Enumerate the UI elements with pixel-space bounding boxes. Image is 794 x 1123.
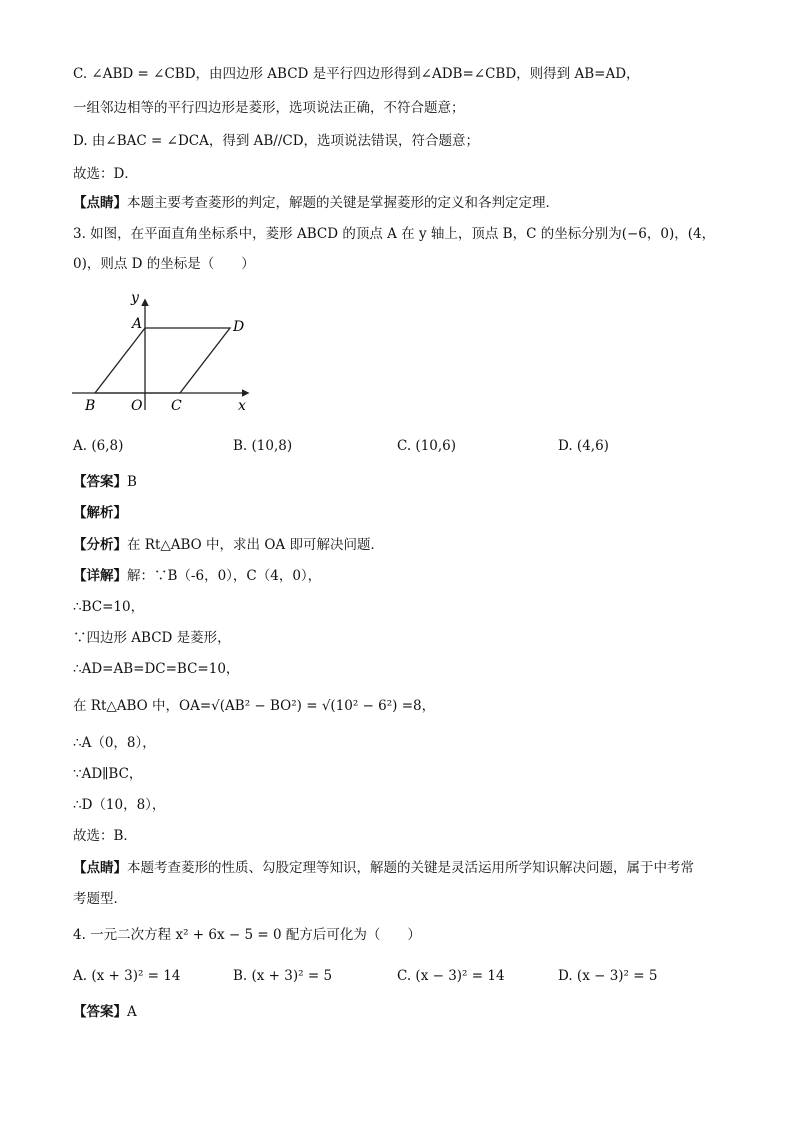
q3-answer <box>73 472 137 492</box>
q4-stem: 4. 一元二次方程 x² + 6x − 5 = 0 配方后可化为（ ） <box>73 927 421 943</box>
q3-comment <box>73 858 694 878</box>
q4-option-d: D. (x − 3)² = 5 <box>558 968 658 984</box>
label-y: y <box>131 290 139 306</box>
label-o: O <box>131 398 143 414</box>
step-5: ∴A（0，8）， <box>73 735 156 751</box>
step-6: ∵AD∥BC， <box>73 766 143 782</box>
label-b: B <box>85 398 96 414</box>
rhombus-abcd <box>95 328 230 393</box>
analysis-tag: 【解析】 <box>73 505 127 521</box>
q4-answer <box>73 1002 137 1022</box>
dianjing-text: 本题考查菱形的性质、勾股定理等知识，解题的关键是灵活运用所学知识解决问题，属于中考常 <box>127 860 694 876</box>
solution-line-d: D. 由∠BAC = ∠DCA，得到 AB//CD，选项说法错误，符合题意； <box>73 133 480 149</box>
xiangjie-tag: 【详解】 <box>73 568 127 584</box>
label-c: C <box>171 398 182 414</box>
q4-answer-tag: 【答案】 <box>73 1004 127 1020</box>
label-d: D <box>233 319 245 335</box>
fenxi-tag: 【分析】 <box>73 537 127 553</box>
q3-option-b: B. (10,8) <box>233 438 293 454</box>
q3-option-a: A. (6,8) <box>73 438 124 454</box>
q3-stem-line1: 3. 如图，在平面直角坐标系中，菱形 ABCD 的顶点 A 在 y 轴上，顶点 B，C 的坐标分别为(−6，0)，(4， <box>73 226 716 242</box>
solution-line-rhombus: 一组邻边相等的平行四边形是菱形，选项说法正确，不符合题意； <box>73 100 465 116</box>
label-a: A <box>132 316 143 332</box>
step-4: 在 Rt△ABO 中，OA=√(AB² − BO²) = √(10² − 6²) =8， <box>73 698 436 714</box>
q3-comment-cont: 考题型． <box>73 891 127 907</box>
comment-text: 本题主要考查菱形的判定，解题的关键是掌握菱形的定义和各判定定理． <box>127 195 559 211</box>
analysis-fenxi <box>73 535 384 555</box>
fenxi-text: 在 Rt△ABO 中，求出 OA 即可解决问题． <box>127 537 384 553</box>
analysis-xiangjie <box>73 566 321 586</box>
answer-tag: 【答案】 <box>73 474 127 490</box>
label-x: x <box>238 398 246 414</box>
q3-option-d: D. (4,6) <box>558 438 609 454</box>
q4-option-a: A. (x + 3)² = 14 <box>73 968 181 984</box>
step-3: ∴AD=AB=DC=BC=10， <box>73 661 240 677</box>
dianjing-tag: 【点睛】 <box>73 860 127 876</box>
step-1: ∴BC=10， <box>73 599 145 615</box>
q4-option-b: B. (x + 3)² = 5 <box>233 968 333 984</box>
comment-line <box>73 193 559 213</box>
step-2: ∵四边形 ABCD 是菱形， <box>73 630 231 646</box>
xiangjie-text: 解：∵B（-6，0），C（4，0）， <box>127 568 322 584</box>
solution-line-c: C. ∠ABD = ∠CBD，由四边形 ABCD 是平行四边形得到∠ADB=∠CBD，则得到 AB=AD， <box>73 66 640 82</box>
comment-tag: 【点睛】 <box>73 195 127 211</box>
q4-option-c: C. (x − 3)² = 14 <box>397 968 505 984</box>
q3-stem-line2: 0)，则点 D 的坐标是（ ） <box>73 256 255 272</box>
solution-choice: 故选：D． <box>73 166 138 182</box>
step-8: 故选：B． <box>73 828 137 844</box>
rhombus-figure <box>70 288 260 418</box>
q4-answer-value: A <box>127 1004 137 1020</box>
answer-value: B <box>127 474 137 490</box>
step-7: ∴D（10，8）， <box>73 797 166 813</box>
q3-option-c: C. (10,6) <box>397 438 457 454</box>
